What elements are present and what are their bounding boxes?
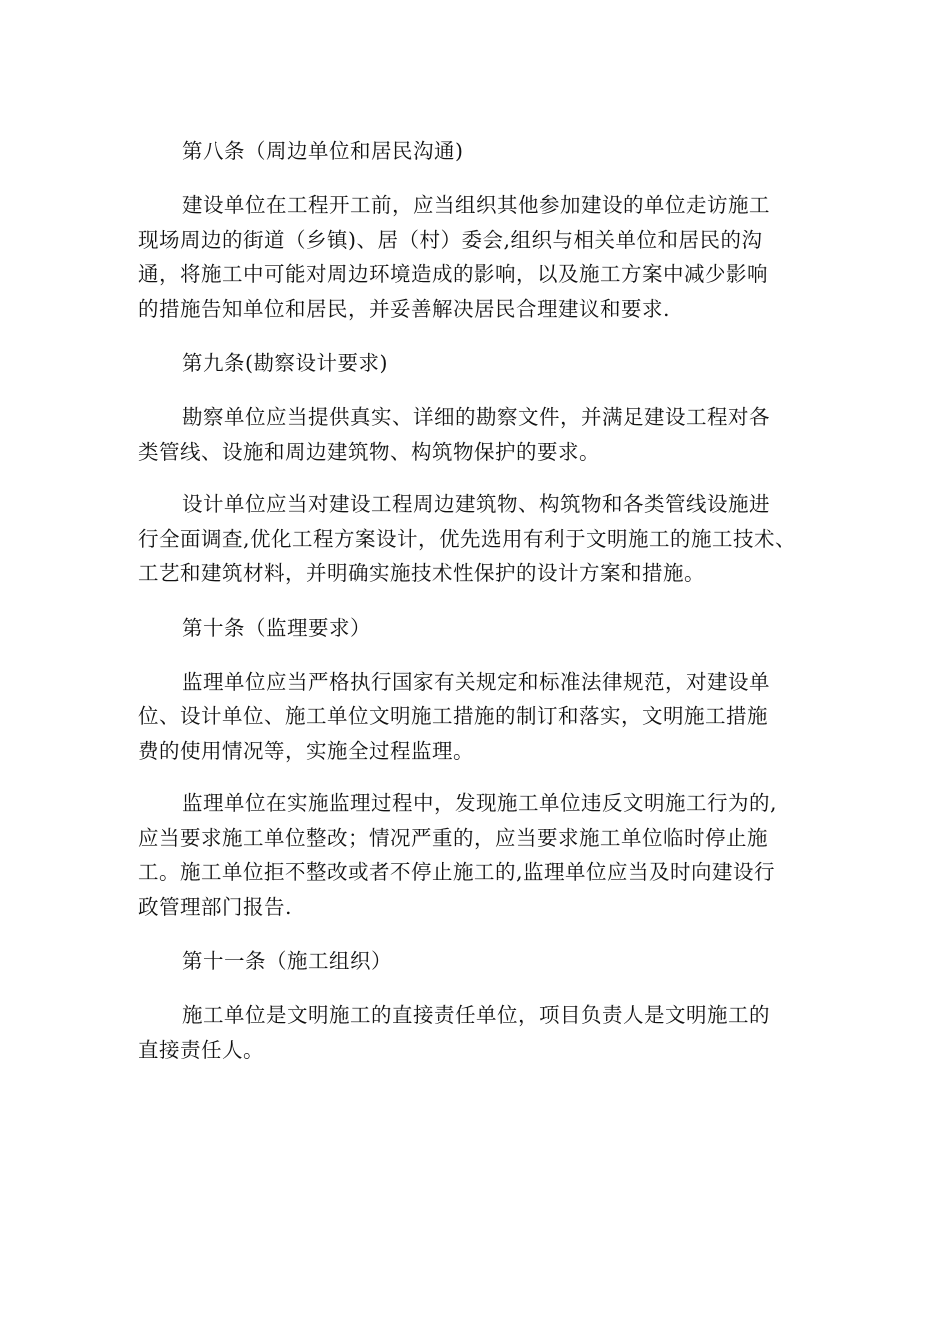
section-heading xyxy=(138,132,828,170)
paragraph-line: 监理单位在实施监理过程中，发现施工单位违反文明施工行为的, xyxy=(182,791,778,815)
heading-text: 第十一条（施工组织） xyxy=(182,949,392,973)
paragraph-line: 费的使用情况等，实施全过程监理。 xyxy=(138,738,474,763)
paragraph xyxy=(138,400,828,469)
paragraph-line: 勘察单位应当提供真实、详细的勘察文件，并满足建设工程对各 xyxy=(182,405,770,429)
paragraph-line: 通，将施工中可能对周边环境造成的影响，以及施工方案中减少影响 xyxy=(138,262,768,286)
paragraph-line: 政管理部门报告. xyxy=(138,894,293,919)
heading-text: 第十条（监理要求） xyxy=(182,615,371,640)
section-heading xyxy=(138,609,828,647)
paragraph-line: 现场周边的街道（乡镇)、居（村）委会,组织与相关单位和居民的沟 xyxy=(138,227,763,252)
document-body xyxy=(138,132,828,1085)
paragraph-line: 应当要求施工单位整改；情况严重的，应当要求施工单位临时停止施 xyxy=(138,825,768,850)
paragraph-line: 施工单位是文明施工的直接责任单位，项目负责人是文明施工的 xyxy=(182,1003,770,1027)
paragraph-line: 工。施工单位拒不整改或者不停止施工的,监理单位应当及时向建设行 xyxy=(138,860,776,884)
paragraph-line: 位、设计单位、施工单位文明施工措施的制订和落实，文明施工措施 xyxy=(138,704,768,728)
paragraph-line: 直接责任人。 xyxy=(138,1037,264,1062)
section-heading xyxy=(138,942,828,980)
paragraph-line: 的措施告知单位和居民，并妥善解决居民合理建议和要求. xyxy=(138,296,671,321)
paragraph xyxy=(138,487,828,591)
paragraph-line: 工艺和建筑材料，并明确实施技术性保护的设计方案和措施。 xyxy=(138,561,705,585)
paragraph-line: 设计单位应当对建设工程周边建筑物、构筑物和各类管线设施进 xyxy=(182,492,770,516)
paragraph xyxy=(138,665,828,769)
paragraph-line: 类管线、设施和周边建筑物、构筑物保护的要求。 xyxy=(138,439,600,464)
paragraph xyxy=(138,998,828,1067)
heading-text: 第八条（周边单位和居民沟通) xyxy=(182,139,464,163)
paragraph-line: 监理单位应当严格执行国家有关规定和标准法律规范，对建设单 xyxy=(182,669,770,694)
heading-text: 第九条(勘察设计要求) xyxy=(182,351,388,375)
paragraph xyxy=(138,188,828,326)
paragraph-line: 行全面调查,优化工程方案设计，优先选用有利于文明施工的施工技术、 xyxy=(138,526,797,551)
section-heading xyxy=(138,344,828,382)
paragraph-line: 建设单位在工程开工前，应当组织其他参加建设的单位走访施工 xyxy=(182,193,770,217)
paragraph xyxy=(138,786,828,924)
